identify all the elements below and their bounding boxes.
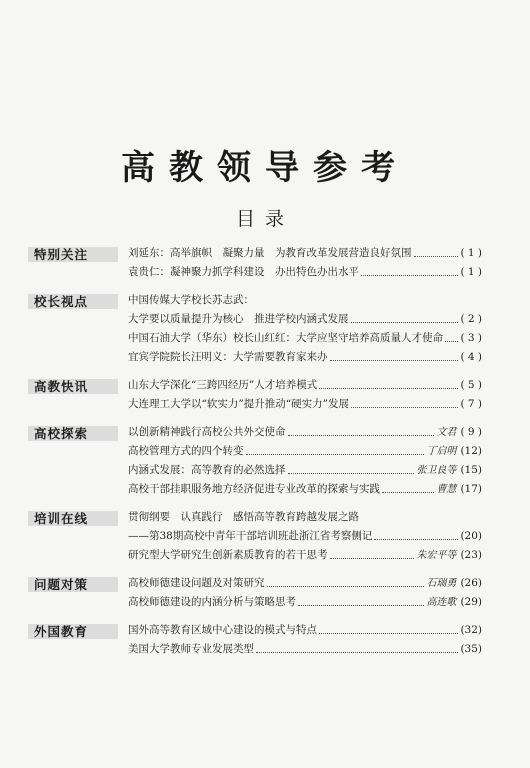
- entry-title: 高校师德建设问题及对策研究: [128, 577, 265, 589]
- section-label: 高校探索: [34, 426, 89, 441]
- entry-title: 刘延东：高举旗帜 凝聚力量 为教育改革发展营造良好氛围: [128, 247, 412, 259]
- entry-page-number: (32): [460, 624, 482, 636]
- journal-title: 高教领导参考: [121, 148, 409, 188]
- entry-page-number: ( 5 ): [460, 379, 482, 391]
- entry-title: 大连理工大学以“软实力”提升推动“硬实力”发展: [128, 398, 349, 410]
- entry-title: 中国传媒大学校长苏志武：: [128, 294, 254, 306]
- entry-page-number: (29): [460, 596, 482, 608]
- entry-page-number: (15): [460, 464, 482, 476]
- entry-page-number: (12): [460, 445, 482, 457]
- dot-leader: [374, 539, 458, 540]
- section-entries: [128, 376, 482, 414]
- dot-leader: [351, 407, 458, 408]
- toc-entry[interactable]: [128, 480, 482, 499]
- dot-leader: [414, 256, 459, 257]
- section-label: 问题对策: [34, 577, 89, 592]
- section-entries: [128, 574, 482, 612]
- entry-title: 以创新精神践行高校公共外交使命: [128, 426, 286, 438]
- entry-page-number: ( 3 ): [460, 332, 482, 344]
- dot-leader: [267, 586, 425, 587]
- toc-heading: 目录: [235, 208, 294, 230]
- entry-page-number: ( 9 ): [460, 426, 482, 438]
- toc-section: [28, 574, 482, 612]
- toc-section: [28, 508, 482, 565]
- section-label: 校长视点: [34, 294, 89, 309]
- entry-author: 丁启明: [426, 446, 457, 457]
- toc-section: [28, 423, 482, 499]
- toc-entry[interactable]: [128, 376, 482, 395]
- entry-page-number: ( 1 ): [460, 266, 482, 278]
- toc-section: [28, 291, 482, 367]
- dot-leader: [445, 341, 458, 342]
- dot-leader: [361, 275, 458, 276]
- toc-section: [28, 376, 482, 414]
- entry-page-number: ( 2 ): [460, 313, 482, 325]
- entry-title: 宜宾学院院长汪明义：大学需要教育家来办: [128, 351, 328, 363]
- section-entries: [128, 291, 482, 367]
- dot-leader: [288, 473, 415, 474]
- section-entries: [128, 621, 482, 659]
- entry-title: 中国石油大学（华东）校长山红红：大学应坚守培养高质量人才使命: [128, 332, 443, 344]
- entry-page-number: (23): [460, 549, 482, 561]
- toc-entry[interactable]: [128, 508, 482, 527]
- toc-entry[interactable]: [128, 461, 482, 480]
- section-entries: [128, 423, 482, 499]
- entry-page-number: ( 4 ): [460, 351, 482, 363]
- dot-leader: [298, 605, 424, 606]
- dot-leader: [382, 492, 434, 493]
- entry-title: 美国大学教师专业发展类型: [128, 643, 254, 655]
- toc-entry[interactable]: [128, 395, 482, 414]
- entry-title: 袁贵仁：凝神聚力抓学科建设 办出特色办出水平: [128, 266, 359, 278]
- section-label: 外国教育: [34, 624, 89, 639]
- entry-title: 国外高等教育区域中心建设的模式与特点: [128, 624, 317, 636]
- toc-entry[interactable]: [128, 621, 482, 640]
- entry-author: 曹慧: [436, 484, 457, 495]
- dot-leader: [330, 558, 415, 559]
- toc-section: [28, 244, 482, 282]
- entry-page-number: (26): [460, 577, 482, 589]
- dot-leader: [351, 322, 459, 323]
- section-entries: [128, 508, 482, 565]
- entry-title: ——第38期高校中青年干部培训班赴浙江省考察侧记: [128, 530, 373, 542]
- toc-entry[interactable]: [128, 546, 482, 565]
- entry-page-number: (20): [460, 530, 482, 542]
- toc-entry[interactable]: [128, 310, 482, 329]
- toc-entry[interactable]: [128, 263, 482, 282]
- entry-author: 朱宏平等: [416, 550, 457, 561]
- toc-entry[interactable]: [128, 593, 482, 612]
- table-of-contents: [28, 244, 482, 668]
- toc-entry[interactable]: [128, 244, 482, 263]
- entry-title: 研究型大学研究生创新素质教育的若干思考: [128, 549, 328, 561]
- entry-author: 高连歌: [426, 597, 457, 608]
- entry-title: 高校师德建设的内涵分析与策略思考: [128, 596, 296, 608]
- dot-leader: [256, 652, 458, 653]
- entry-page-number: (35): [460, 643, 482, 655]
- dot-leader: [319, 633, 458, 634]
- entry-author: 石瑞勇: [426, 578, 457, 589]
- entry-author: 文君: [436, 427, 457, 438]
- entry-title: 大学要以质量提升为核心 推进学校内涵式发展: [128, 313, 349, 325]
- entry-title: 山东大学深化“三跨四经历”人才培养模式: [128, 379, 318, 391]
- entry-page-number: ( 1 ): [460, 247, 482, 259]
- toc-entry[interactable]: [128, 442, 482, 461]
- section-label: 培训在线: [34, 511, 89, 526]
- dot-leader: [330, 360, 459, 361]
- entry-title: 高校干部挂职服务地方经济促进专业改革的探索与实践: [128, 483, 380, 495]
- section-label: 高教快讯: [34, 379, 89, 394]
- entry-title: 贯彻纲要 认真践行 感悟高等教育跨越发展之路: [128, 511, 359, 523]
- toc-section: [28, 621, 482, 659]
- entry-title: 高校管理方式的四个转变: [128, 445, 244, 457]
- toc-entry[interactable]: [128, 329, 482, 348]
- dot-leader: [319, 388, 458, 389]
- entry-page-number: ( 7 ): [460, 398, 482, 410]
- toc-entry[interactable]: [128, 527, 482, 546]
- entry-page-number: (17): [460, 483, 482, 495]
- section-label: 特别关注: [34, 247, 89, 262]
- dot-leader: [288, 435, 435, 436]
- toc-entry[interactable]: [128, 348, 482, 367]
- toc-entry[interactable]: [128, 574, 482, 593]
- dot-leader: [246, 454, 425, 455]
- toc-entry[interactable]: [128, 640, 482, 659]
- toc-entry[interactable]: [128, 291, 482, 310]
- entry-title: 内涵式发展：高等教育的必然选择: [128, 464, 286, 476]
- section-entries: [128, 244, 482, 282]
- toc-entry[interactable]: [128, 423, 482, 442]
- entry-author: 张卫良等: [416, 465, 457, 476]
